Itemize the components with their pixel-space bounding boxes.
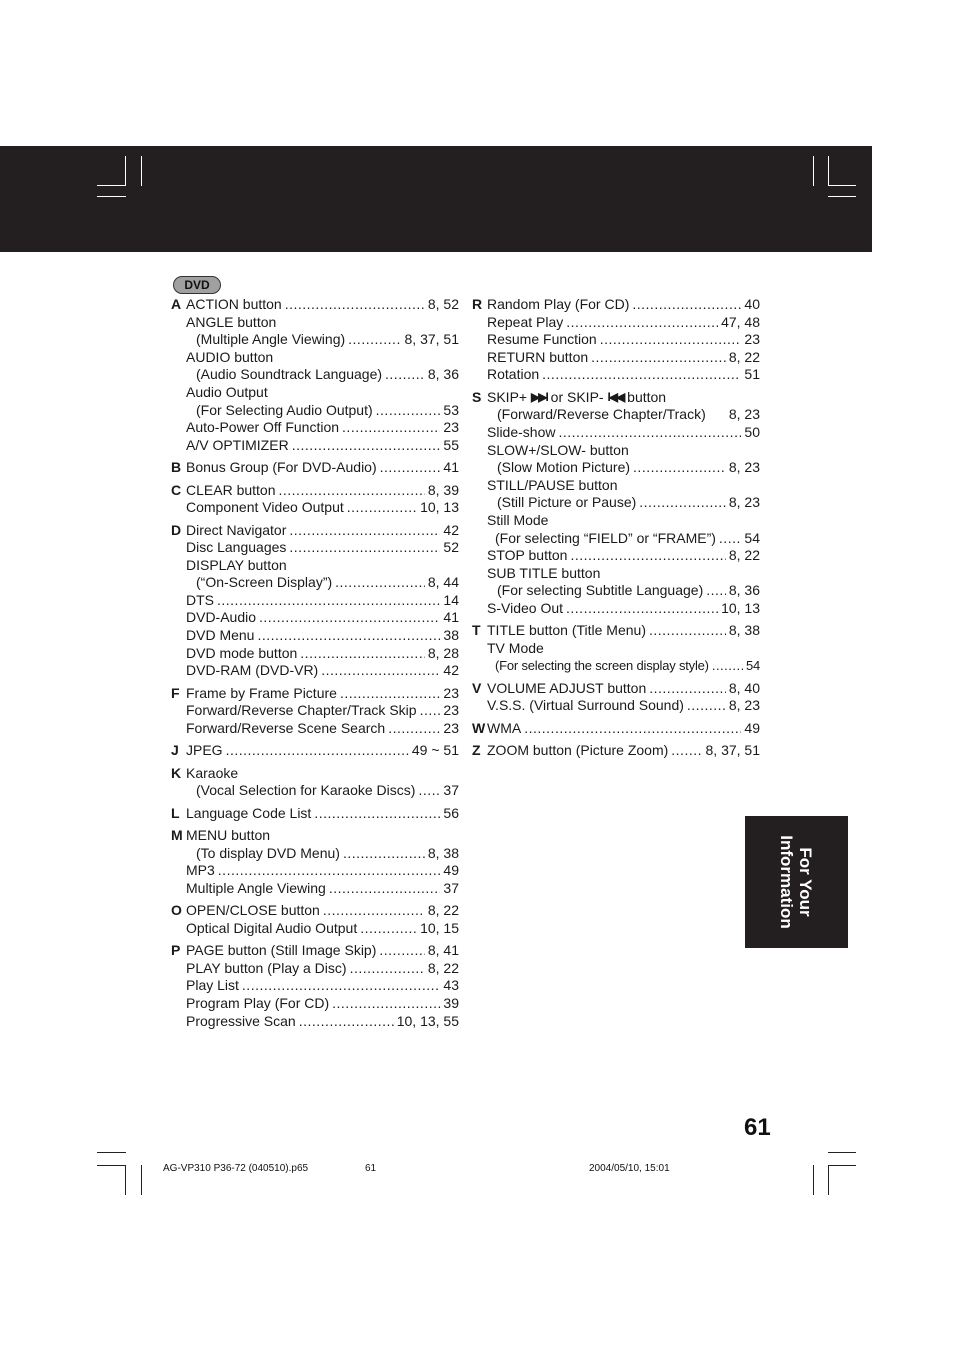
index-entry: DVD Menu ..... 38 <box>171 627 459 645</box>
page-ref: 49 <box>443 862 459 879</box>
index-entry: TV Mode <box>487 639 544 656</box>
index-letter: K <box>171 764 182 781</box>
index-group-a <box>171 296 459 454</box>
index-letter: D <box>171 521 182 538</box>
index-letter: W <box>472 719 486 736</box>
index-letter: T <box>472 622 481 639</box>
index-entry: STILL/PAUSE button <box>487 476 618 493</box>
page-number: 61 <box>744 1114 771 1141</box>
page-ref: 40 <box>744 296 760 312</box>
index-entry: DVD mode button ..... 8, 28 <box>171 645 459 663</box>
page-ref: 8, 37, 51 <box>705 742 760 759</box>
index-entry: Optical Digital Audio Output ..... 10, 15 <box>171 920 459 938</box>
index-group-p <box>171 942 459 1030</box>
index-subentry: (Vocal Selection for Karaoke Discs) ..... 37 <box>171 782 459 800</box>
index-entry: C CLEAR button ..... 8, 39 <box>171 482 459 500</box>
page-ref: 54 <box>744 529 760 546</box>
page-ref: 10, 13, 55 <box>396 1012 459 1029</box>
index-group-d <box>171 522 459 680</box>
page-ref: 8, 36 <box>728 582 760 599</box>
index-subentry: (For selecting “FIELD” or “FRAME”) ..... 54 <box>472 530 760 548</box>
page-ref: 8, 38 <box>728 622 760 639</box>
page-ref: 10, 13 <box>721 599 760 616</box>
page-ref: 10, 13 <box>420 499 459 516</box>
index-entry: Repeat Play ..... 47, 48 <box>472 314 760 332</box>
page-ref: 47, 48 <box>721 313 760 330</box>
page-ref: 41 <box>443 459 459 476</box>
index-group-f <box>171 685 459 738</box>
index-entry: Auto-Power Off Function ..... 23 <box>171 419 459 437</box>
index-entry: AUDIO button <box>186 348 274 365</box>
index-entry: J JPEG ..... 49 ~ 51 <box>171 742 459 760</box>
index-entry: DTS ..... 14 <box>171 592 459 610</box>
index-subentry: (Multiple Angle Viewing) ..... 8, 37, 51 <box>171 331 459 349</box>
index-entry: D Direct Navigator ..... 42 <box>171 522 459 540</box>
index-entry: Component Video Output ..... 10, 13 <box>171 499 459 517</box>
index-group-v <box>472 680 760 715</box>
index-entry: L Language Code List ..... 56 <box>171 805 459 823</box>
index-entry: Slide-show ..... 50 <box>472 424 760 442</box>
index-subentry: (For selecting Subtitle Language) ..... 8, 36 <box>472 582 760 600</box>
index-letter: P <box>171 942 181 959</box>
index-subentry: (“On-Screen Display”) ..... 8, 44 <box>171 574 459 592</box>
index-subentry: (For selecting the screen display style) ..... 54 <box>472 657 760 675</box>
index-entry: Program Play (For CD) ..... 39 <box>171 995 459 1013</box>
page-ref: 49 ~ 51 <box>411 742 459 759</box>
page-ref: 8, 22 <box>728 348 760 365</box>
index-entry: DISPLAY button <box>186 556 287 573</box>
index-column-right <box>472 296 760 765</box>
index-subentry: (Still Picture or Pause) ..... 8, 23 <box>472 494 760 512</box>
index-group-z <box>472 742 760 760</box>
index-entry: DVD-RAM (DVD-VR) ..... 42 <box>171 662 459 680</box>
index-entry: W WMA ..... 49 <box>472 720 760 738</box>
page-ref: 10, 15 <box>420 919 459 936</box>
page-ref: 8, 38 <box>427 844 459 861</box>
index-subentry: (For Selecting Audio Output) ..... 53 <box>171 402 459 420</box>
index-entry: SLOW+/SLOW- button <box>487 441 629 458</box>
page-ref: 8, 23 <box>728 406 760 423</box>
page-ref: 8, 40 <box>728 679 760 696</box>
index-group-l <box>171 805 459 823</box>
page-ref: 8, 41 <box>427 942 459 959</box>
index-subentry: (Forward/Reverse Chapter/Track) 8, 23 <box>497 406 760 423</box>
page-ref: 56 <box>443 804 459 821</box>
index-entry: M MENU button <box>171 827 271 843</box>
footer-datetime: 2004/05/10, 15:01 <box>589 1163 670 1174</box>
footer-page: 61 <box>365 1163 377 1174</box>
page-ref: 8, 23 <box>728 459 760 476</box>
index-letter: J <box>171 742 179 759</box>
index-entry: S SKIP+ ▶▶I or SKIP- I◀◀ button <box>472 388 667 405</box>
page-ref: 8, 22 <box>427 959 459 976</box>
index-letter: L <box>171 804 180 821</box>
index-entry: Z ZOOM button (Picture Zoom) ..... 8, 37, 51 <box>472 742 760 760</box>
index-entry: Disc Languages ..... 52 <box>171 539 459 557</box>
footer-file: AG-VP310 P36-72 (040510).p65 <box>163 1163 309 1174</box>
page-ref: 41 <box>443 609 459 626</box>
index-subentry: (To display DVD Menu) ..... 8, 38 <box>171 845 459 863</box>
page-ref: 8, 36 <box>427 366 459 383</box>
index-group-k <box>171 765 459 800</box>
index-group-o <box>171 902 459 937</box>
page-ref: 55 <box>443 436 459 453</box>
index-entry: K Karaoke <box>171 764 239 781</box>
page-ref: 23 <box>443 684 459 701</box>
index-entry: Forward/Reverse Chapter/Track Skip ..... 23 <box>171 702 459 720</box>
index-entry: T TITLE button (Title Menu) ..... 8, 38 <box>472 622 760 640</box>
page-ref: 8, 22 <box>427 902 459 919</box>
index-group-j <box>171 742 459 760</box>
index-entry: RETURN button ..... 8, 22 <box>472 349 760 367</box>
page-ref: 23 <box>744 331 760 348</box>
page-ref: 8, 28 <box>427 644 459 661</box>
index-entry: DVD-Audio ..... 41 <box>171 609 459 627</box>
index-entry: Resume Function ..... 23 <box>472 331 760 349</box>
page-ref: 51 <box>744 366 760 383</box>
page-ref: 43 <box>443 977 459 994</box>
page-ref: 37 <box>443 782 459 799</box>
page-ref: 50 <box>744 423 760 440</box>
index-entry: A/V OPTIMIZER ..... 55 <box>171 437 459 455</box>
page-ref: 53 <box>443 401 459 418</box>
dvd-badge: DVD <box>173 276 221 294</box>
page-ref: 8, 23 <box>728 697 760 714</box>
index-entry: F Frame by Frame Picture ..... 23 <box>171 685 459 703</box>
page-ref: 23 <box>443 702 459 719</box>
page-ref: 8, 23 <box>728 494 760 511</box>
index-entry: Play List ..... 43 <box>171 977 459 995</box>
index-entry: B Bonus Group (For DVD-Audio) ..... 41 <box>171 459 459 477</box>
page-ref: 8, 37, 51 <box>404 331 459 348</box>
page-ref: 39 <box>443 994 459 1011</box>
index-entry: Rotation ..... 51 <box>472 366 760 384</box>
index-group-s <box>472 389 760 618</box>
index-entry: R Random Play (For CD) ..... 40 <box>472 296 760 314</box>
page-ref: 8, 39 <box>427 481 459 498</box>
page-ref: 49 <box>744 719 760 736</box>
page-ref: 52 <box>443 539 459 556</box>
index-entry: Progressive Scan ..... 10, 13, 55 <box>171 1013 459 1031</box>
index-subentry: (Audio Soundtrack Language) ..... 8, 36 <box>171 366 459 384</box>
skip-forward-icon: ▶▶I <box>530 389 547 404</box>
index-letter: M <box>171 827 183 843</box>
index-letter: B <box>171 459 182 476</box>
skip-back-icon: I◀◀ <box>607 389 624 404</box>
page-ref: 14 <box>443 591 459 608</box>
index-entry: STOP button ..... 8, 22 <box>472 547 760 565</box>
index-letter: R <box>472 296 483 312</box>
page-ref: 8, 22 <box>728 547 760 564</box>
page-ref: 23 <box>443 419 459 436</box>
index-entry: ANGLE button <box>186 313 277 330</box>
index-entry: Forward/Reverse Scene Search ..... 23 <box>171 720 459 738</box>
index-entry: MP3 ..... 49 <box>171 862 459 880</box>
index-group-w <box>472 720 760 738</box>
page-ref: 37 <box>443 879 459 896</box>
index-subentry: (Slow Motion Picture) ..... 8, 23 <box>472 459 760 477</box>
index-letter: A <box>171 296 182 312</box>
page-ref: 8, 52 <box>427 296 459 312</box>
index-letter: Z <box>472 742 481 759</box>
index-letter: O <box>171 902 182 919</box>
index-entry: V VOLUME ADJUST button ..... 8, 40 <box>472 680 760 698</box>
page-ref: 42 <box>443 662 459 679</box>
section-tab-label: For Your Information <box>777 835 815 929</box>
page-ref: 8, 44 <box>427 574 459 591</box>
header-band <box>0 146 872 252</box>
index-group-t <box>472 622 760 675</box>
index-entry: PLAY button (Play a Disc) ..... 8, 22 <box>171 960 459 978</box>
index-entry: Still Mode <box>487 511 549 528</box>
index-group-c <box>171 482 459 517</box>
page-ref: 54 <box>745 658 760 674</box>
index-group-m <box>171 827 459 897</box>
index-column-left <box>171 296 459 1035</box>
index-entry: A ACTION button ..... 8, 52 <box>171 296 459 314</box>
page-ref: 23 <box>443 719 459 736</box>
page-ref: 38 <box>443 627 459 644</box>
index-entry: P PAGE button (Still Image Skip) ..... 8, 41 <box>171 942 459 960</box>
index-entry: V.S.S. (Virtual Surround Sound) ..... 8, 23 <box>472 697 760 715</box>
index-entry: O OPEN/CLOSE button ..... 8, 22 <box>171 902 459 920</box>
index-letter: F <box>171 684 180 701</box>
index-letter: C <box>171 481 182 498</box>
index-entry: SUB TITLE button <box>487 564 601 581</box>
page-ref: 42 <box>443 521 459 538</box>
index-group-b <box>171 459 459 477</box>
index-entry: S-Video Out ..... 10, 13 <box>472 600 760 618</box>
index-entry: Audio Output <box>186 383 268 400</box>
index-group-r <box>472 296 760 384</box>
index-letter: V <box>472 679 482 696</box>
index-entry: Multiple Angle Viewing ..... 37 <box>171 880 459 898</box>
index-letter: S <box>472 388 482 405</box>
